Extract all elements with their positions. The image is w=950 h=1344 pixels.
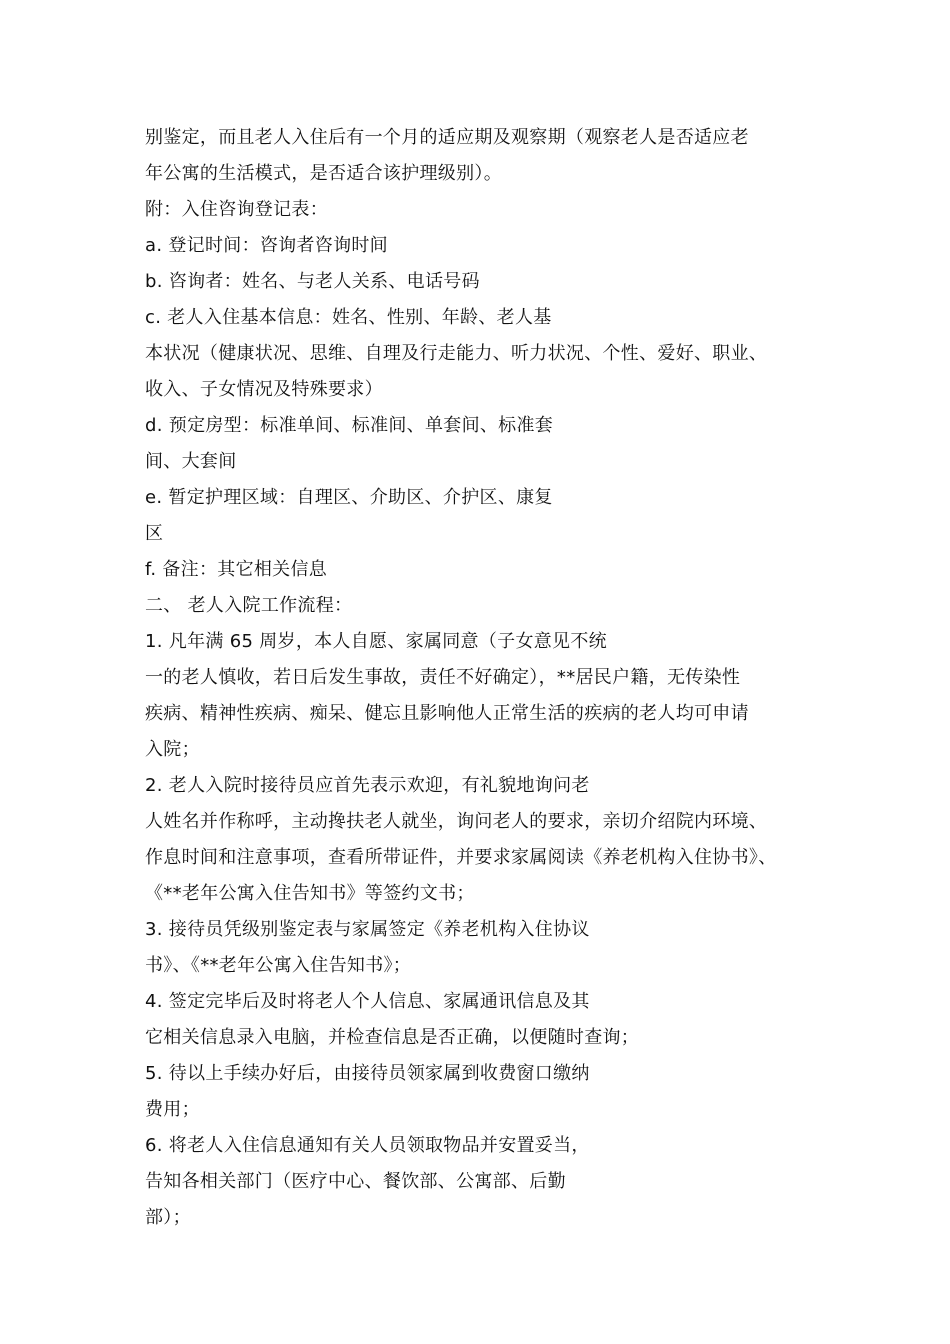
text-line: 区 [145,523,164,544]
text-line: e. 暂定护理区域：自理区、介助区、介护区、康复 [145,487,553,508]
text-line: c. 老人入住基本信息：姓名、性别、年龄、老人基 [145,307,552,328]
text-line: 附：入住咨询登记表： [145,199,328,220]
text-line: 3. 接待员凭级别鉴定表与家属签定《养老机构入住协议 [145,919,590,940]
text-line: 书》、《**老年公寓入住告知书》； [145,955,412,976]
text-line: d. 预定房型：标准单间、标准间、单套间、标准套 [145,415,554,436]
text-line: 5. 待以上手续办好后，由接待员领家属到收费窗口缴纳 [145,1063,590,1084]
text-line: 告知各相关部门（医疗中心、餐饮部、公寓部、后勤 [145,1171,566,1192]
text-line: 费用； [145,1099,200,1120]
text-line: 人姓名并作称呼，主动搀扶老人就坐，询问老人的要求，亲切介绍院内环境、 [145,811,768,832]
text-line: 4. 签定完毕后及时将老人个人信息、家属通讯信息及其 [145,991,590,1012]
text-line: 年公寓的生活模式，是否适合该护理级别）。 [145,163,502,184]
document-body [145,120,835,1236]
text-line: 入院； [145,739,200,760]
text-line: 别鉴定，而且老人入住后有一个月的适应期及观察期（观察老人是否适应老 [145,127,749,148]
text-line: 部）； [145,1207,191,1228]
text-line: 作息时间和注意事项，查看所带证件，并要求家属阅读《养老机构入住协书》、 [145,847,777,868]
text-line: 疾病、精神性疾病、痴呆、健忘且影响他人正常生活的疾病的老人均可申请 [145,703,749,724]
text-line: 一的老人慎收，若日后发生事故，责任不好确定），**居民户籍，无传染性 [145,667,741,688]
text-line: 本状况（健康状况、思维、自理及行走能力、听力状况、个性、爱好、职业、 [145,343,768,364]
text-line: 它相关信息录入电脑，并检查信息是否正确，以便随时查询； [145,1027,640,1048]
text-line: f. 备注：其它相关信息 [145,559,328,580]
text-line: 1. 凡年满 65 周岁，本人自愿、家属同意（子女意见不统 [145,631,607,652]
text-line: 2. 老人入院时接待员应首先表示欢迎，有礼貌地询问老 [145,775,590,796]
text-line: 间、大套间 [145,451,237,472]
text-line: b. 咨询者：姓名、与老人关系、电话号码 [145,271,480,292]
text-line: 6. 将老人入住信息通知有关人员领取物品并安置妥当， [145,1135,590,1156]
text-line: a. 登记时间：咨询者咨询时间 [145,235,388,256]
section-heading: 二、 老人入院工作流程： [145,595,353,616]
text-line: 收入、子女情况及特殊要求） [145,379,383,400]
text-line: 《**老年公寓入住告知书》等签约文书； [145,883,475,904]
